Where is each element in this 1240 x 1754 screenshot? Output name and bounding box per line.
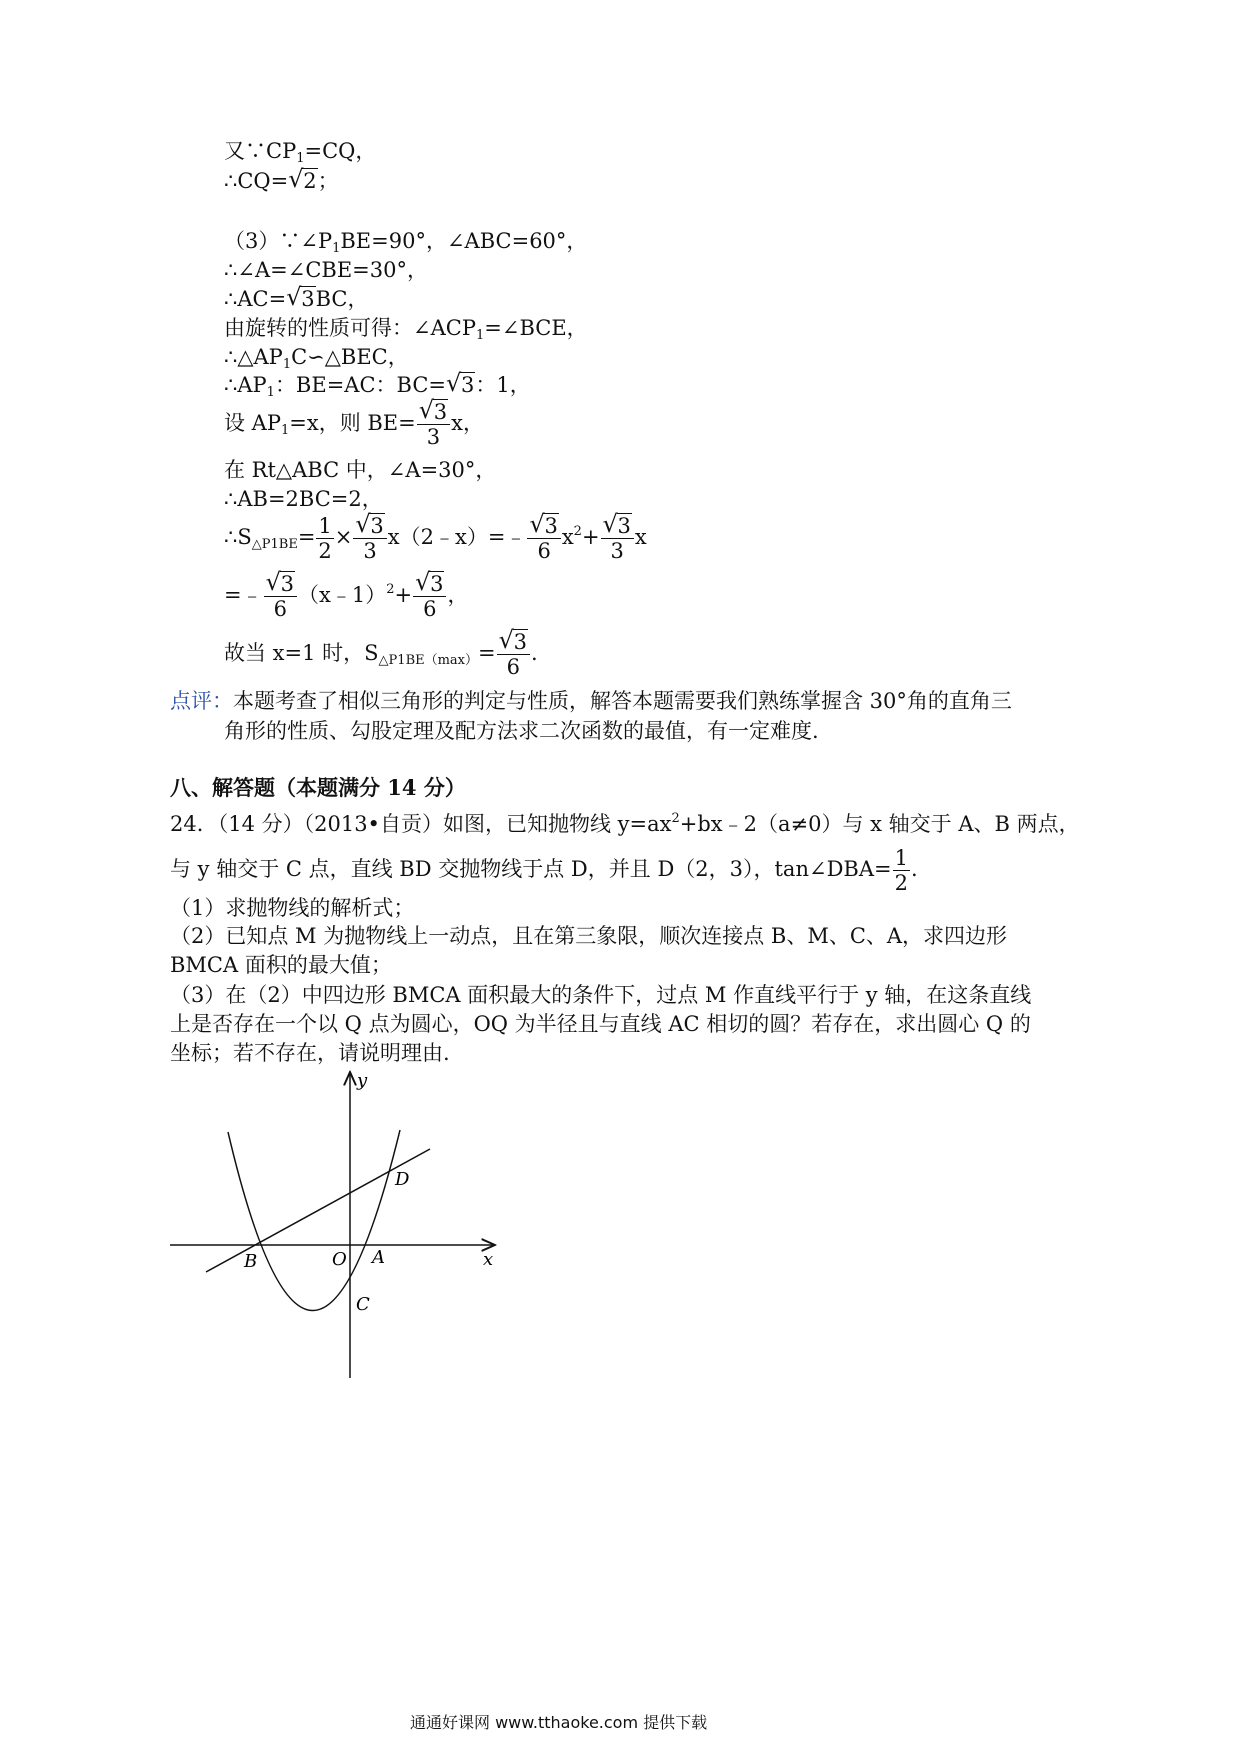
- label-c: C: [356, 1294, 370, 1315]
- sol-line-12: $\therefore S_{\triangle P1BE}=$ $\frac{1}{2}$ × √ $\frac{3}{3}$ x（2﹣x）=﹣ √ $\frac{3}{6}$ $x^2+$ √ $\frac{3}{3}$ x: [224, 514, 647, 563]
- comment-label: 点评：: [170, 689, 233, 713]
- label-x: x: [483, 1249, 494, 1270]
- sol-line-1: 又$\because CP_1=CQ$，: [224, 139, 377, 166]
- sol-line-2: ∴CQ=√ 2；: [224, 168, 339, 194]
- sol-line-14: 故当 x=1 时，$S_{\triangle P1BE(max)}=$ √ $\frac{3}{6}$ .: [224, 630, 538, 679]
- question-2a: （2）已知点 M 为抛物线上一动点，且在第三象限，顺次连接点 B、M、C、A，求四边形: [170, 924, 1008, 948]
- sol-line-3: $(3)\because\angle P_1BE=90^\circ$，∠ABC=60°，: [224, 229, 588, 256]
- sol-line-7: $\therefore\triangle AP_1C∽\triangle BEC$，: [224, 345, 409, 372]
- fraction: √ $\frac{3}{3}$: [417, 400, 450, 449]
- section-title: 八、解答题（本题满分 14 分）: [170, 775, 466, 800]
- question-1: （1）求抛物线的解析式；: [170, 896, 415, 920]
- sol-line-9: 设 $AP_1=x$，则 BE= √ $\frac{3}{3}$ x，: [224, 400, 484, 449]
- label-y: y: [357, 1070, 368, 1091]
- label-a: A: [372, 1247, 385, 1268]
- parabola-curve: [228, 1130, 400, 1311]
- footer: 通通好课网 www.tthaoke.com 提供下载: [410, 1713, 708, 1732]
- label-d: D: [395, 1169, 410, 1190]
- sol-line-6: 由旋转的性质可得：$\angle ACP_1=\angle BCE$，: [224, 316, 588, 343]
- question-2b: BMCA 面积的最大值；: [170, 953, 392, 977]
- sol-line-10: 在 Rt△ABC 中，∠A=30°，: [224, 458, 497, 482]
- sol-line-11: ∴AB=2BC=2，: [224, 487, 383, 511]
- sol-line-8: $\therefore AP_1$：BE=AC：BC=√ 3：1，: [224, 372, 531, 406]
- sol-line-4: ∴∠A=∠CBE=30°，: [224, 258, 428, 282]
- comment-line-2: 角形的性质、勾股定理及配方法求二次函数的最值，有一定难度.: [224, 719, 819, 743]
- problem-line-1: 24．（14 分）（2013•自贡）如图，已知抛物线 $y=ax^2+bx﹣2(a\ne 0)$与 x 轴交于 A、B 两点，: [170, 811, 1080, 836]
- question-3b: 上是否存在一个以 Q 点为圆心，OQ 为半径且与直线 AC 相切的圆？若存在，求出圆心 Q 的: [170, 1012, 1031, 1036]
- question-3a: （3）在（2）中四边形 BMCA 面积最大的条件下，过点 M 作直线平行于 y 轴，在这条直线: [170, 983, 1032, 1007]
- label-o: O: [332, 1249, 347, 1270]
- line-bd: [206, 1149, 430, 1272]
- sol-line-13: =﹣ √ $\frac{3}{6}$ （x﹣1）$^2$+ √ $\frac{3}{6}$ ，: [224, 572, 468, 621]
- problem-line-2: 与 y 轴交于 C 点，直线 BD 交抛物线于点 D，并且 D（2，3），tan∠DBA= $\frac{1}{2}$ .: [170, 846, 918, 895]
- parabola-figure: [160, 1060, 520, 1390]
- label-b: B: [244, 1251, 258, 1272]
- comment-line-1: 点评：本题考查了相似三角形的判定与性质，解答本题需要我们熟练掌握含 30°角的直角三: [170, 689, 1012, 713]
- question-3c: 坐标；若不存在，请说明理由.: [170, 1041, 450, 1065]
- sol-line-5: ∴AC=√ 3BC，: [224, 286, 368, 312]
